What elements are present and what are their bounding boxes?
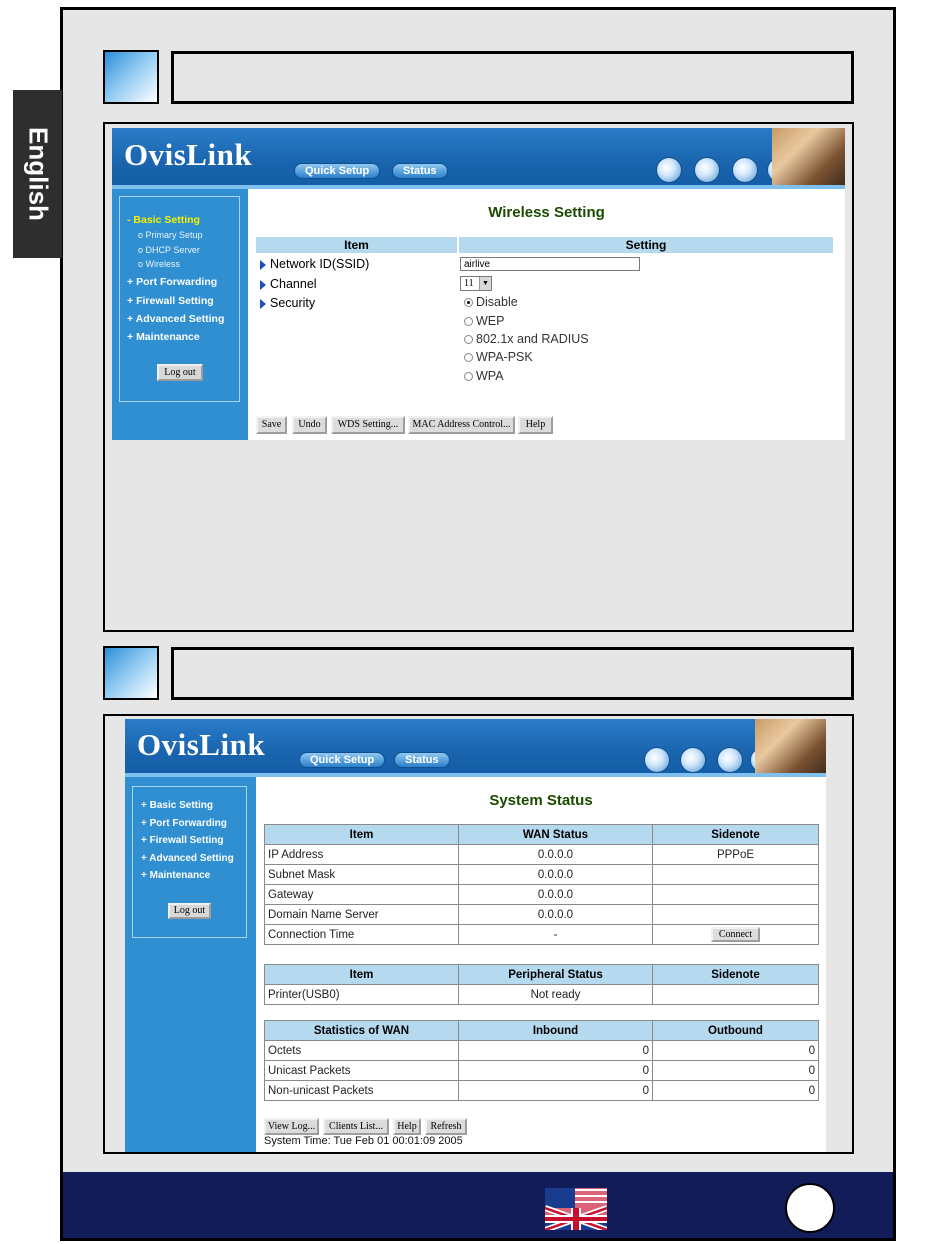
column-header: Inbound (459, 1021, 653, 1041)
globe-icon (694, 157, 720, 183)
table-cell: 0 (653, 1061, 819, 1081)
nav-firewall-setting[interactable]: + Firewall Setting (127, 295, 214, 307)
radio-8021x-radius[interactable]: 802.1x and RADIUS (464, 332, 589, 346)
table-cell: 0.0.0.0 (459, 865, 653, 885)
nav-maintenance[interactable]: + Maintenance (141, 870, 211, 881)
wan-status-table (264, 824, 819, 945)
nav-basic-setting[interactable]: + Basic Setting (141, 800, 213, 811)
refresh-button[interactable]: Refresh (425, 1118, 467, 1135)
table-cell: 0.0.0.0 (459, 845, 653, 865)
table-cell: 0 (653, 1081, 819, 1101)
ssid-label: Network ID(SSID) (260, 257, 369, 271)
column-header: Item (265, 965, 459, 985)
arrow-right-icon (260, 280, 266, 290)
table-cell (653, 865, 819, 885)
section-2-square-icon (103, 646, 159, 700)
column-header: Sidenote (653, 825, 819, 845)
table-row (265, 885, 819, 905)
table-row (265, 865, 819, 885)
section-2-title-box (171, 647, 854, 700)
table-cell: Gateway (265, 885, 459, 905)
content-area (248, 189, 845, 440)
column-header: WAN Status (459, 825, 653, 845)
quick-setup-button[interactable]: Quick Setup (294, 163, 380, 179)
table-cell: Subnet Mask (265, 865, 459, 885)
top-banner (125, 719, 826, 775)
section-1-title-box (171, 51, 854, 104)
clients-list-button[interactable]: Clients List... (323, 1118, 389, 1135)
table-cell: 0 (459, 1061, 653, 1081)
table-cell: Octets (265, 1041, 459, 1061)
save-button[interactable]: Save (256, 416, 287, 434)
subnav-primary-setup[interactable]: o Primary Setup (138, 230, 203, 240)
table-cell: Domain Name Server (265, 905, 459, 925)
table-row (265, 845, 819, 865)
table-cell: - (459, 925, 653, 945)
column-header: Outbound (653, 1021, 819, 1041)
banner-photo (755, 719, 826, 775)
radio-wpa[interactable]: WPA (464, 369, 504, 383)
column-header: Item (265, 825, 459, 845)
nav-firewall-setting[interactable]: + Firewall Setting (141, 835, 224, 846)
logout-button[interactable]: Log out (157, 364, 203, 381)
connect-button[interactable]: Connect (711, 927, 760, 942)
mac-address-control-button[interactable]: MAC Address Control... (408, 416, 515, 434)
channel-label: Channel (260, 277, 317, 291)
wan-statistics-table (264, 1020, 819, 1101)
top-banner (112, 128, 845, 187)
radio-wep[interactable]: WEP (464, 314, 504, 328)
banner-photo (772, 128, 845, 187)
table-cell: 0 (459, 1081, 653, 1101)
section-1-square-icon (103, 50, 159, 104)
table-header-row (265, 1021, 819, 1041)
page-title: System Status (489, 792, 593, 809)
uk-us-flag-icon (545, 1188, 607, 1230)
ovislink-logo: OvisLink (137, 727, 266, 762)
page-number-circle (785, 1183, 835, 1233)
nav-advanced-setting[interactable]: + Advanced Setting (141, 853, 234, 864)
table-header-row (265, 965, 819, 985)
wds-setting-button[interactable]: WDS Setting... (331, 416, 405, 434)
subnav-dhcp-server[interactable]: o DHCP Server (138, 245, 200, 255)
ovislink-logo: OvisLink (124, 137, 253, 172)
arrow-right-icon (260, 260, 266, 270)
view-log-button[interactable]: View Log... (264, 1118, 319, 1135)
column-header: Statistics of WAN (265, 1021, 459, 1041)
column-header: Sidenote (653, 965, 819, 985)
globe-icon (680, 747, 706, 773)
status-button[interactable]: Status (392, 163, 448, 179)
table-row (265, 1061, 819, 1081)
quick-setup-button[interactable]: Quick Setup (299, 752, 385, 768)
table-cell: Non-unicast Packets (265, 1081, 459, 1101)
radio-wpa-psk[interactable]: WPA-PSK (464, 350, 533, 364)
table-row (265, 1041, 819, 1061)
table-cell: Connection Time (265, 925, 459, 945)
table-cell: PPPoE (653, 845, 819, 865)
table-cell (653, 885, 819, 905)
nav-port-forwarding[interactable]: + Port Forwarding (127, 276, 218, 288)
undo-button[interactable]: Undo (292, 416, 327, 434)
table-cell: 0 (653, 1041, 819, 1061)
ssid-input[interactable] (460, 257, 640, 271)
globe-icon (717, 747, 743, 773)
nav-port-forwarding[interactable]: + Port Forwarding (141, 818, 227, 829)
table-row (265, 985, 819, 1005)
channel-select[interactable]: 11 ▼ (460, 276, 492, 291)
table-row (265, 1081, 819, 1101)
status-button[interactable]: Status (394, 752, 450, 768)
column-header-item: Item (256, 237, 457, 253)
language-tab: English (13, 90, 62, 258)
help-button[interactable]: Help (518, 416, 553, 434)
table-cell: 0.0.0.0 (459, 905, 653, 925)
nav-basic-setting[interactable]: - Basic Setting (127, 214, 200, 226)
table-cell: Printer(USB0) (265, 985, 459, 1005)
help-button[interactable]: Help (393, 1118, 421, 1135)
chevron-down-icon: ▼ (479, 277, 491, 290)
globe-icon (644, 747, 670, 773)
radio-disable[interactable]: Disable (464, 295, 518, 309)
page-title: Wireless Setting (488, 204, 605, 221)
arrow-right-icon (260, 299, 266, 309)
nav-advanced-setting[interactable]: + Advanced Setting (127, 313, 225, 325)
table-cell (653, 985, 819, 1005)
subnav-wireless[interactable]: o Wireless (138, 259, 181, 269)
column-header-setting: Setting (459, 237, 833, 253)
globe-icon (732, 157, 758, 183)
table-cell (653, 925, 819, 945)
logout-button[interactable]: Log out (168, 903, 211, 919)
table-row (265, 905, 819, 925)
column-header: Peripheral Status (459, 965, 653, 985)
table-cell (653, 905, 819, 925)
peripheral-status-table (264, 964, 819, 1005)
globe-icon (656, 157, 682, 183)
table-cell: 0.0.0.0 (459, 885, 653, 905)
nav-maintenance[interactable]: + Maintenance (127, 331, 200, 343)
table-cell: Not ready (459, 985, 653, 1005)
table-row (265, 925, 819, 945)
footer-bar (60, 1172, 896, 1241)
table-cell: Unicast Packets (265, 1061, 459, 1081)
table-header-row (265, 825, 819, 845)
table-cell: 0 (459, 1041, 653, 1061)
table-cell: IP Address (265, 845, 459, 865)
security-label: Security (260, 296, 315, 310)
system-time: System Time: Tue Feb 01 00:01:09 2005 (264, 1135, 463, 1147)
